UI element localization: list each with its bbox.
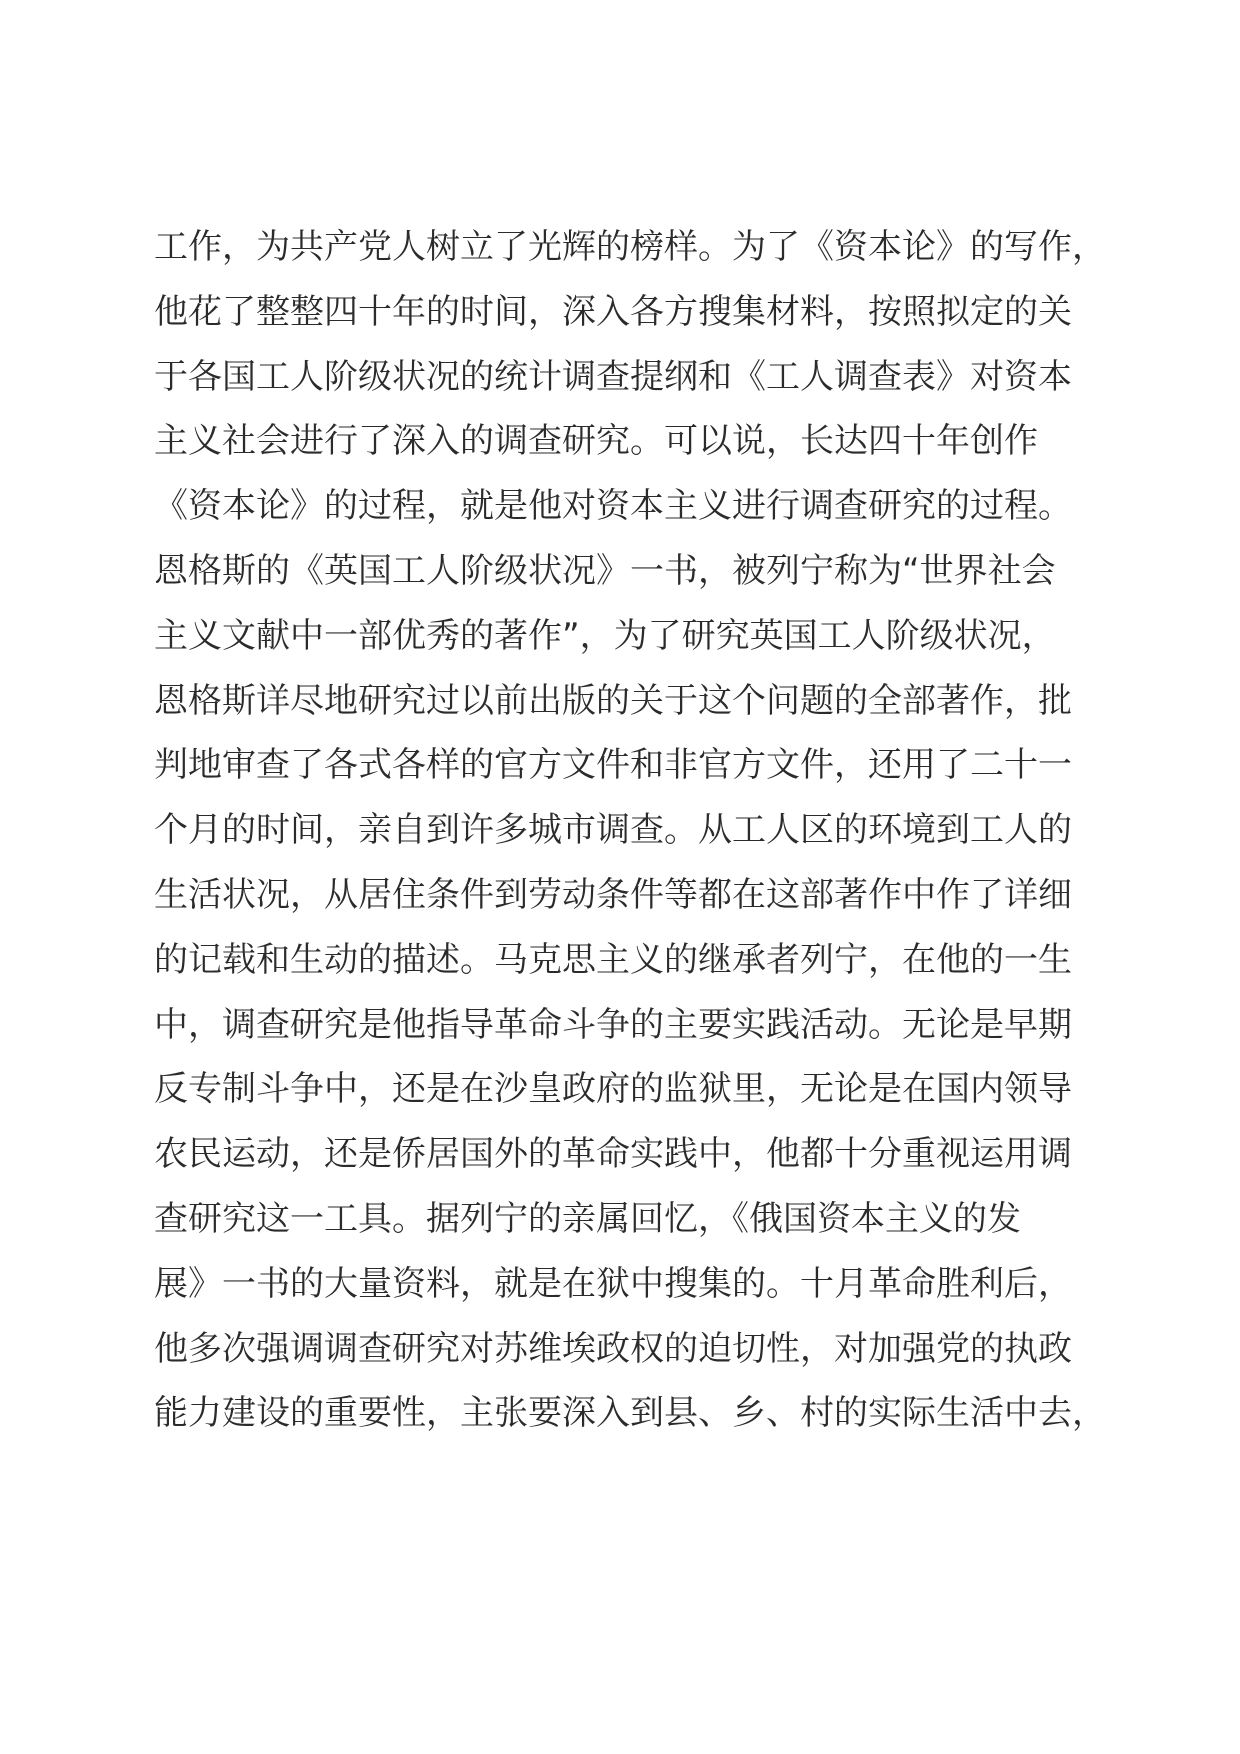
text-line: 他多次强调调查研究对苏维埃政权的迫切性，对加强党的执政 bbox=[154, 1328, 1072, 1369]
text-line: 恩格斯详尽地研究过以前出版的关于这个问题的全部著作，批 bbox=[154, 680, 1072, 721]
text-line: 于各国工人阶级状况的统计调查提纲和《工人调查表》对资本 bbox=[154, 356, 1072, 397]
text-line: 主义社会进行了深入的调查研究。可以说，长达四十年创作 bbox=[154, 421, 1038, 462]
text-line: 展》一书的大量资料，就是在狱中搜集的。十月革命胜利后， bbox=[154, 1263, 1072, 1304]
text-line: 个月的时间，亲自到许多城市调查。从工人区的环境到工人的 bbox=[154, 810, 1072, 851]
text-line: 《资本论》的过程，就是他对资本主义进行调查研究的过程。 bbox=[154, 486, 1072, 527]
text-line: 反专制斗争中，还是在沙皇政府的监狱里，无论是在国内领导 bbox=[154, 1069, 1072, 1110]
text-line: 查研究这一工具。据列宁的亲属回忆，《俄国资本主义的发 bbox=[154, 1198, 1021, 1239]
text-line: 工作，为共产党人树立了光辉的榜样。为了《资本论》的写作， bbox=[154, 227, 1106, 267]
text-line: 生活状况，从居住条件到劳动条件等都在这部著作中作了详细 bbox=[154, 874, 1072, 915]
text-line: 能力建设的重要性，主张要深入到县、乡、村的实际生活中去， bbox=[154, 1393, 1106, 1434]
text-line: 主义文献中一部优秀的著作”，为了研究英国工人阶级状况， bbox=[154, 615, 1056, 656]
body-text bbox=[154, 215, 1106, 1446]
text-line: 的记载和生动的描述。马克思主义的继承者列宁，在他的一生 bbox=[154, 939, 1072, 980]
text-line: 中，调查研究是他指导革命斗争的主要实践活动。无论是早期 bbox=[154, 1004, 1072, 1045]
text-line: 他花了整整四十年的时间，深入各方搜集材料，按照拟定的关 bbox=[154, 291, 1072, 332]
text-line: 判地审查了各式各样的官方文件和非官方文件，还用了二十一 bbox=[154, 745, 1072, 786]
text-line: 恩格斯的《英国工人阶级状况》一书，被列宁称为“世界社会 bbox=[154, 550, 1056, 591]
text-line: 农民运动，还是侨居国外的革命实践中，他都十分重视运用调 bbox=[154, 1134, 1072, 1175]
